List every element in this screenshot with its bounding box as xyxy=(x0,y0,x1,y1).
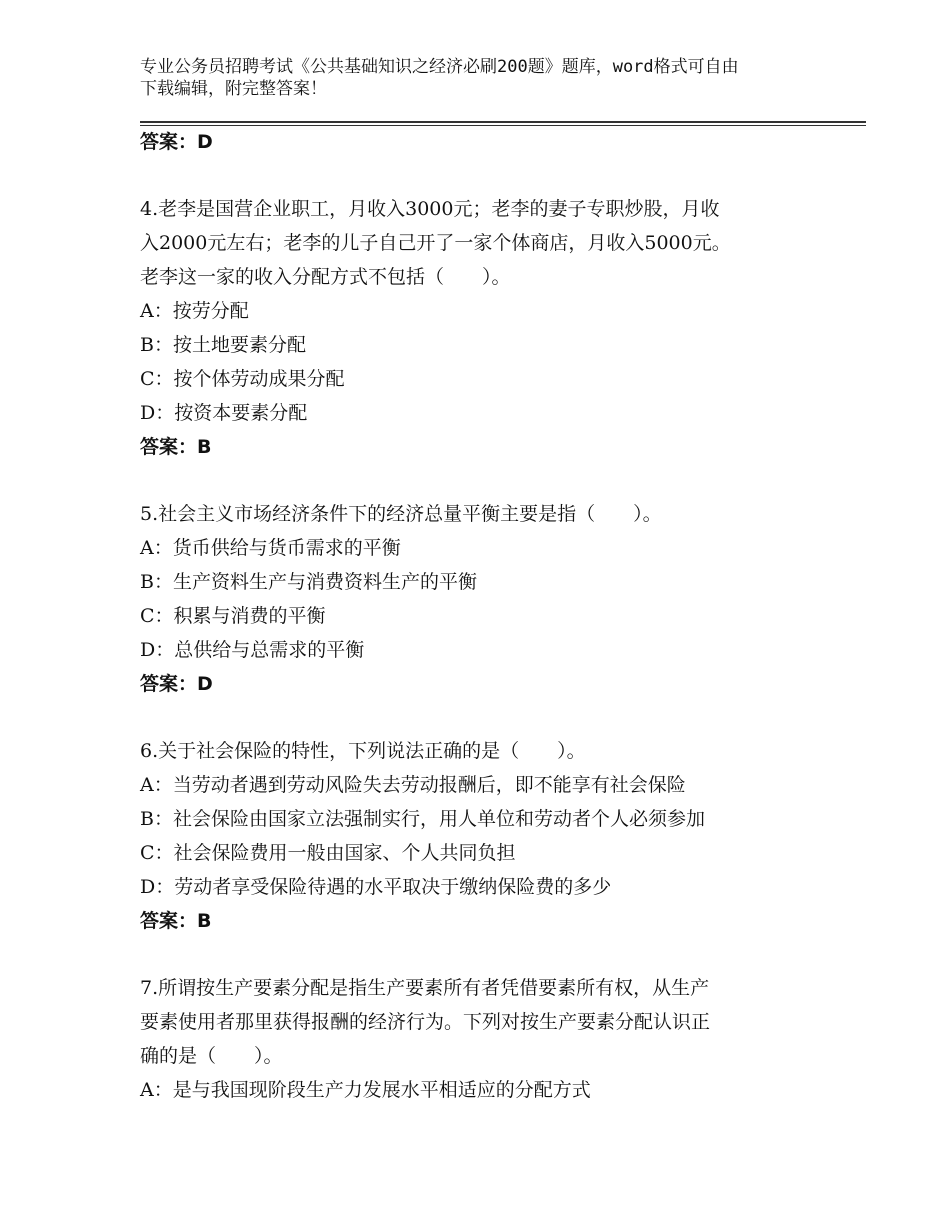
option-c: C：按个体劳动成果分配 xyxy=(140,368,345,390)
question-stem: 入2000元左右；老李的儿子自己开了一家个体商店，月收入5000元。 xyxy=(140,232,731,254)
document-header xyxy=(140,56,840,100)
answer-line: 答案：B xyxy=(140,436,212,458)
option-d: D：总供给与总需求的平衡 xyxy=(140,639,365,661)
question-stem: 5.社会主义市场经济条件下的经济总量平衡主要是指（ ）。 xyxy=(140,503,662,525)
question-stem: 6.关于社会保险的特性，下列说法正确的是（ ）。 xyxy=(140,740,586,762)
header-divider xyxy=(140,121,866,123)
option-d: D：按资本要素分配 xyxy=(140,402,308,424)
question-list xyxy=(140,125,840,1107)
answer-line: 答案：D xyxy=(140,673,213,695)
option-a: A：货币供给与货币需求的平衡 xyxy=(140,537,401,559)
header-line: 专业公务员招聘考试《公共基础知识之经济必刷200题》题库，word格式可自由 xyxy=(140,57,739,77)
question-block xyxy=(140,192,840,464)
option-b: B：社会保险由国家立法强制实行，用人单位和劳动者个人必须参加 xyxy=(140,808,705,830)
question-block xyxy=(140,734,840,938)
answer-line: 答案：D xyxy=(140,131,213,153)
question-stem: 老李这一家的收入分配方式不包括（ ）。 xyxy=(140,266,511,288)
option-a: A：当劳动者遇到劳动风险失去劳动报酬后，即不能享有社会保险 xyxy=(140,774,686,796)
header-line: 下载编辑，附完整答案！ xyxy=(140,79,327,99)
option-a: A：是与我国现阶段生产力发展水平相适应的分配方式 xyxy=(140,1079,591,1101)
option-b: B：生产资料生产与消费资料生产的平衡 xyxy=(140,571,477,593)
option-d: D：劳动者享受保险待遇的水平取决于缴纳保险费的多少 xyxy=(140,876,612,898)
option-c: C：积累与消费的平衡 xyxy=(140,605,326,627)
question-stem: 7.所谓按生产要素分配是指生产要素所有者凭借要素所有权，从生产 xyxy=(140,977,710,999)
question-stem: 要素使用者那里获得报酬的经济行为。下列对按生产要素分配认识正 xyxy=(140,1011,711,1033)
question-stem: 确的是（ ）。 xyxy=(140,1045,283,1067)
option-a: A：按劳分配 xyxy=(140,300,249,322)
option-c: C：社会保险费用一般由国家、个人共同负担 xyxy=(140,842,516,864)
answer-line: 答案：B xyxy=(140,910,212,932)
question-block xyxy=(140,497,840,701)
question-block xyxy=(140,971,840,1107)
option-b: B：按土地要素分配 xyxy=(140,334,306,356)
question-stem: 4.老李是国营企业职工，月收入3000元；老李的妻子专职炒股，月收 xyxy=(140,198,720,220)
